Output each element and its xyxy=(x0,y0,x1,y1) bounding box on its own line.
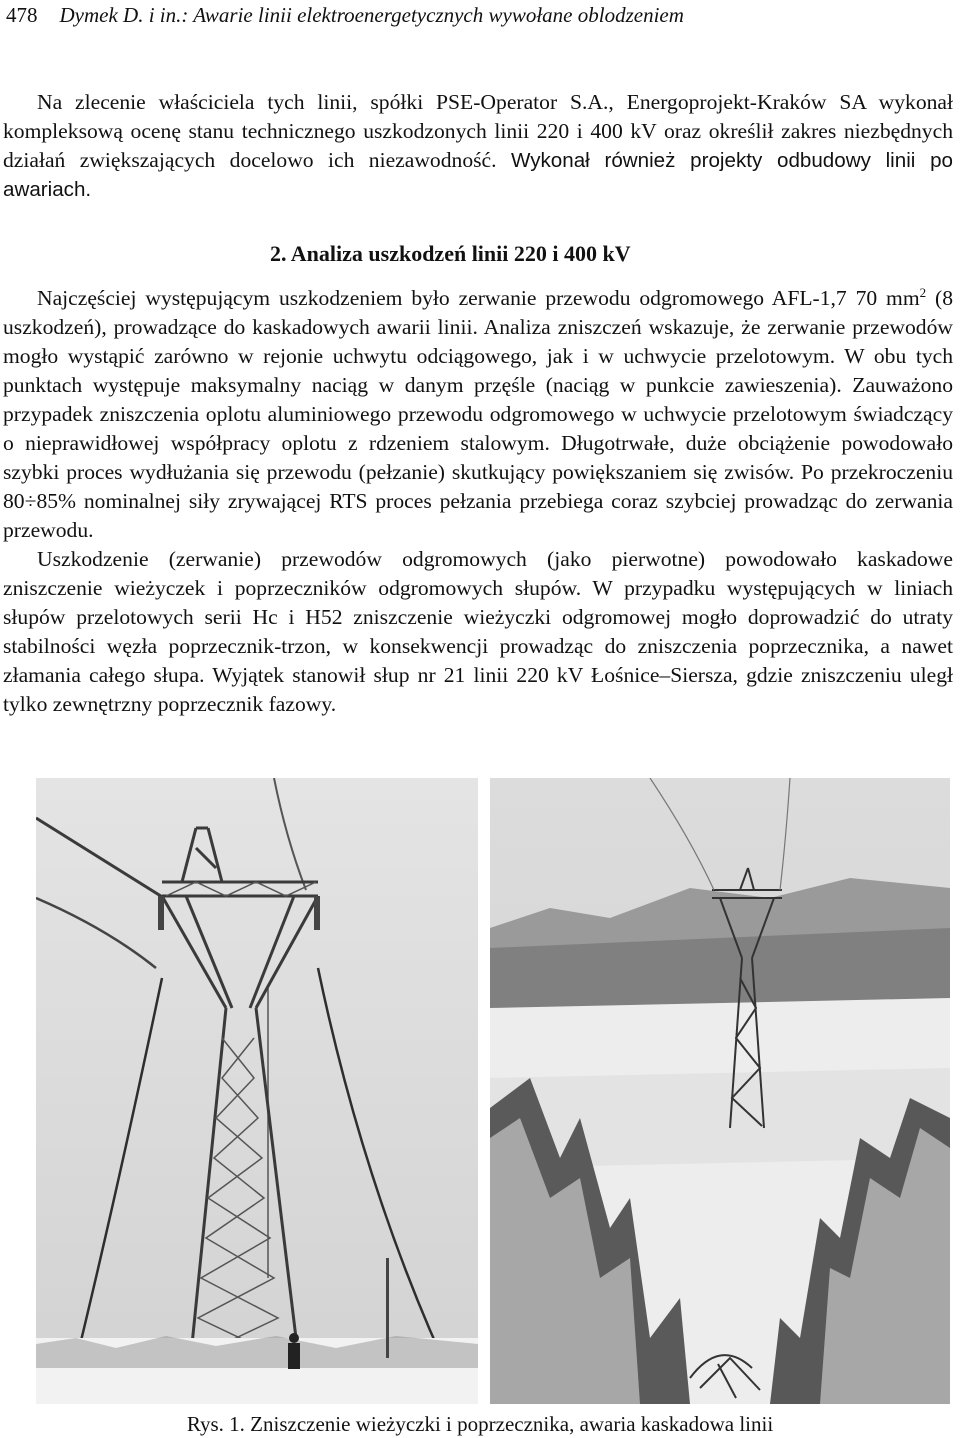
section-body xyxy=(3,284,953,719)
paragraph-2: Uszkodzenie (zerwanie) przewodów odgromowych (jako pierwotne) powodowało kaskadowe zniszczenie wieżyczek i poprzeczników odgromowych słupów. W przypadku występujących w liniach słupów przelotowych serii Hc i H52 zniszczenie wieżyczki odgromowej mogło doprowadzić do utraty stabilności węzła poprzecznik-trzon, w konsekwencji prowadząc do zniszczenia poprzecznika, a nawet złamania całego słupa. Wyjątek stanowił słup nr 21 linii 220 kV Łośnice–Siersza, gdzie zniszczeniu uległ tylko zewnętrzny poprzecznik fazowy. xyxy=(3,547,953,716)
intro-text: Na zlecenie właściciela tych linii, spółki PSE-Operator S.A., Energoprojekt-Kraków SA wykonał kompleksową ocenę stanu technicznego uszkodzonych linii 220 i 400 kV oraz określił zakres niezbędnych działań zwiększających docelowo ich niezawodność. xyxy=(3,90,953,172)
figure-photo-left xyxy=(36,778,478,1404)
figure-photo-right xyxy=(490,778,950,1404)
intro-text-sans: Wykonał również projekty odbudowy linii po awariach. xyxy=(3,149,954,201)
intro-paragraph xyxy=(3,88,953,204)
paragraph-1: Najczęściej występującym uszkodzeniem było zerwanie przewodu odgromowego AFL-1,7 70 $mm^2$ (8 uszkodzeń), prowadzące do kaskadowych awarii linii. Analiza zniszczeń wskazuje, że zerwanie przewodów mogło wystąpić zarówno w rejonie uchwytu odciągowego, jak i w uchwycie przelotowym. W obu tych punktach występuje maksymalny naciąg w danym przęśle (naciąg w punkcie zawieszenia). Zauważono przypadek zniszczenia oplotu aluminiowego przewodu odgromowego w uchwycie przelotowym świadczący o nieprawidłowej współpracy oplotu z rdzeniem stalowym. Długotrwałe, duże obciążenie powodowało szybki proces wydłużania się przewodu (pełzanie) skutkujący powiększaniem się zwisów. Po przekroczeniu 80÷85% nominalnej siły zrywającej RTS proces pełzania przebiega coraz szybciej prowadząc do zerwania przewodu. xyxy=(3,285,953,542)
section-heading: 2. Analiza uszkodzeń linii 220 i 400 kV xyxy=(270,241,631,266)
superscript: 2 xyxy=(919,285,927,300)
figure-caption: Rys. 1. Zniszczenie wieżyczki i poprzecznika, awaria kaskadowa linii xyxy=(186,1412,774,1436)
running-title: Dymek D. i in.: Awarie linii elektroenergetycznych wywołane oblodzeniem xyxy=(59,3,684,27)
page-number: 478 xyxy=(6,3,38,27)
iced-transmission-tower-photo xyxy=(36,778,478,1404)
running-header xyxy=(6,2,946,28)
snowy-landscape-tower-photo xyxy=(490,778,950,1404)
